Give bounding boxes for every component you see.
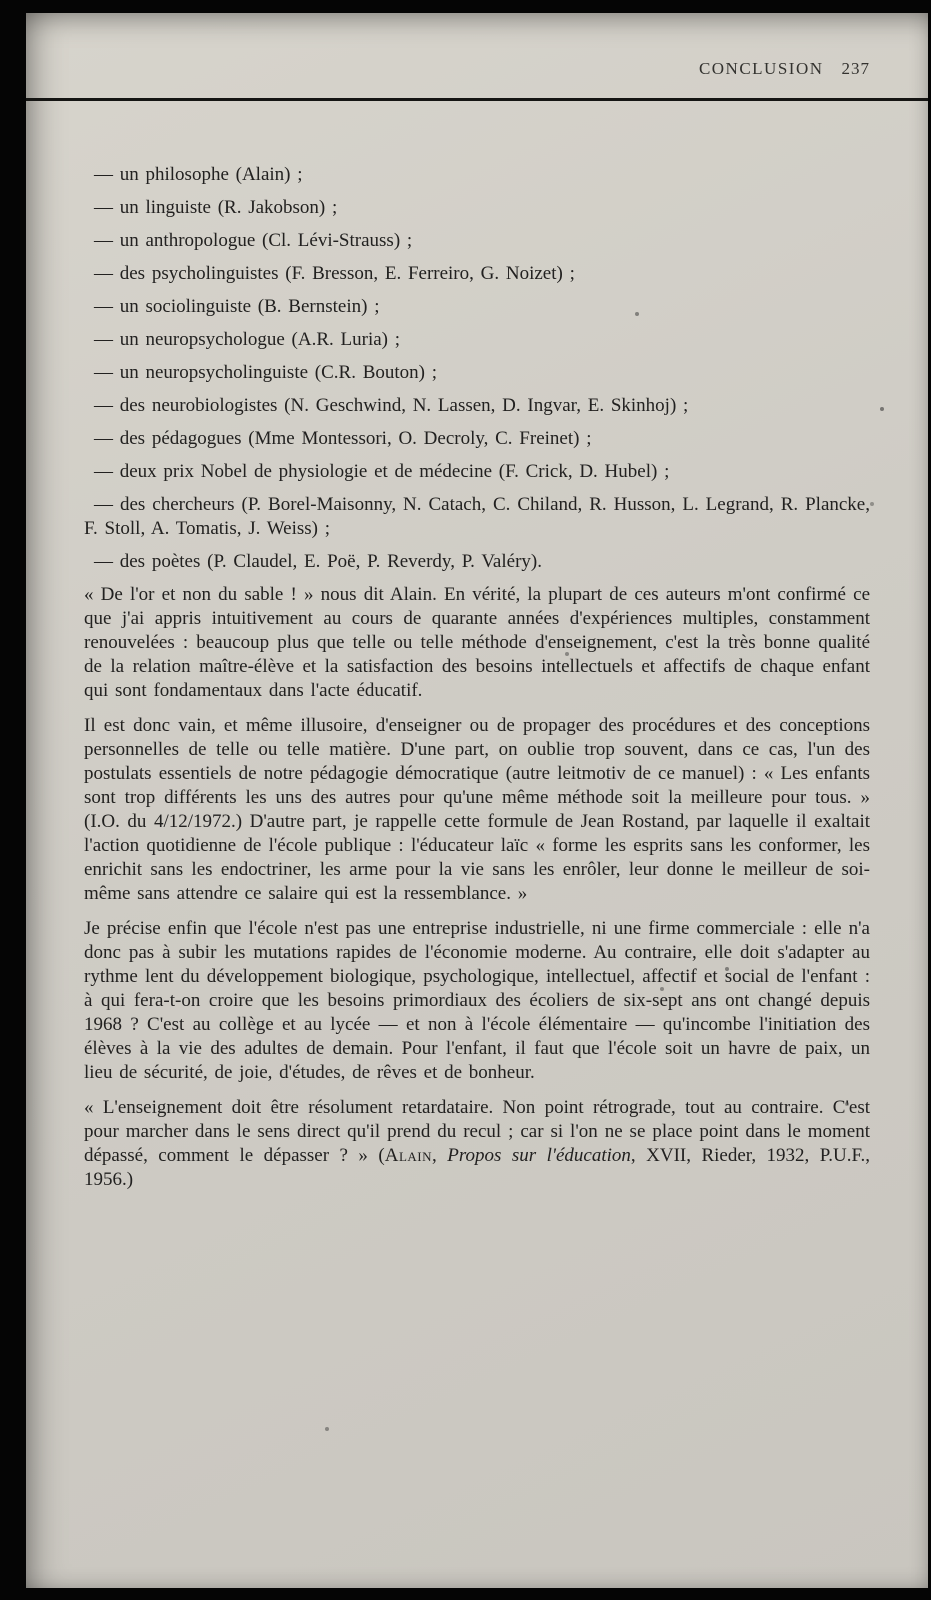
list-item: — un neuropsychologue (A.R. Luria) ; <box>94 329 401 350</box>
paragraph: Il est donc vain, et même illusoire, d'enseigner ou de propager des procédures et des conceptions personnelles de telle ou telle matière. D'une part, on oublie trop souvent, dans ce cas, l'un des postulats essentiels de notre pédagogie démocratique (autre leitmotiv de ce manuel) : « Les enfants sont trop différents les uns des autres pour qu'une même méthode soit la meilleure pour tous. » (I.O. du 4/12/1972.) D'autre part, je rappelle cette formule de Jean Rostand, par laquelle il exaltait l'action quotidienne de l'école publique : l'éducateur laïc « forme les esprits sans les conformer, les enrichit sans les endoctriner, les arme pour la vie sans les enrôler, leur donne le meilleur de soi-même sans attendre ce salaire qui est la ressemblance. » <box>84 715 870 904</box>
citation-segment: , <box>432 1145 448 1166</box>
list-item: — un philosophe (Alain) ; <box>94 164 303 185</box>
page-number: 237 <box>841 59 870 78</box>
list-item: — des pédagogues (Mme Montessori, O. Decroly, C. Freinet) ; <box>94 428 592 449</box>
citation-segment: « L'enseignement doit être résolument retardataire. Non point rétrograde, tout au contraire. C'est pour marcher dans le sens direct qu'il prend du recul ; car si l'on ne se place point dans le moment dépassé, comment le dépasser ? » ( <box>84 1097 870 1166</box>
citation-paragraph <box>84 1096 870 1192</box>
citation-segment: , XVII, Rieder, 1932, P.U.F., 1956.) <box>84 1145 870 1190</box>
chapter-title: CONCLUSION <box>698 59 824 78</box>
list-item: — des poètes (P. Claudel, E. Poë, P. Reverdy, P. Valéry). <box>94 551 542 572</box>
paragraph: Je précise enfin que l'école n'est pas une entreprise industrielle, ni une firme commerciale : elle n'a donc pas à subir les mutations rapides de l'économie moderne. Au contraire, elle doit s'adapter au rythme lent du développement biologique, psychologique, intellectuel, affectif et social de l'enfant : à qui fera-t-on croire que les besoins primordiaux des écoliers de six-sept ans ont changé depuis 1968 ? C'est au collège et au lycée — et non à l'école élémentaire — qu'incombe l'initiation des élèves à la vie des adultes de demain. Pour l'enfant, il faut que l'école soit un havre de paix, un lieu de sécurité, de joie, d'études, de rêves et de bonheur. <box>84 918 870 1083</box>
paragraph: « De l'or et non du sable ! » nous dit Alain. En vérité, la plupart de ces auteurs m'ont confirmé ce que j'ai appris intuitivement au cours de quarante années d'expériences multiples, constamment renouvelées : beaucoup plus que telle ou telle méthode d'enseignement, c'est la très bonne qualité de la relation maître-élève et la satisfaction des besoins intellectuels et affectifs de chaque enfant qui sont fondamentaux dans l'acte éducatif. <box>84 584 870 701</box>
citation-segment: Alain <box>384 1145 433 1166</box>
credits-list <box>84 163 870 574</box>
citation-segment: Propos sur l'éducation <box>447 1145 631 1166</box>
list-item: — des neurobiologistes (N. Geschwind, N. Lassen, D. Ingvar, E. Skinhoj) ; <box>94 395 689 416</box>
list-item: — un anthropologue (Cl. Lévi-Strauss) ; <box>94 230 413 251</box>
list-item: — un sociolinguiste (B. Bernstein) ; <box>94 296 380 317</box>
book-page <box>26 13 928 1588</box>
list-item: — un neuropsycholinguiste (C.R. Bouton) ; <box>94 362 438 383</box>
list-item: — des psycholinguistes (F. Bresson, E. Ferreiro, G. Noizet) ; <box>94 263 575 284</box>
text-block <box>84 163 870 1192</box>
list-item: — un linguiste (R. Jakobson) ; <box>94 197 338 218</box>
list-item: — deux prix Nobel de physiologie et de médecine (F. Crick, D. Hubel) ; <box>94 461 670 482</box>
running-head <box>699 59 870 79</box>
header-rule <box>26 98 928 101</box>
list-item: — des chercheurs (P. Borel-Maisonny, N. Catach, C. Chiland, R. Husson, L. Legrand, R. Plancke, F. Stoll, A. Tomatis, J. Weiss) ; <box>84 494 870 539</box>
